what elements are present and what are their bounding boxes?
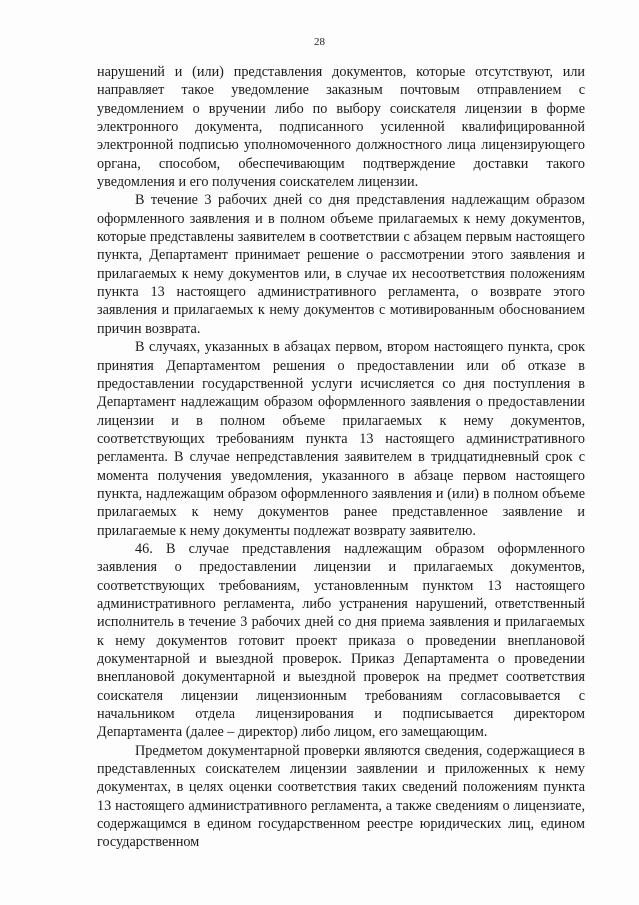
document-body <box>97 63 585 852</box>
page-number: 28 <box>314 36 325 48</box>
paragraph-review-deadline: В течение 3 рабочих дней со дня представления надлежащим образом оформленного заявления и в полном объеме прилагаемых к нему документов, которые представлены заявителем в соответствии с абзацем первым настоящего пункта, Департамент принимает решение о рассмотрении этого заявления и прилагаемых к нему документов или, в случае их несоответствия положениям пункта 13 настоящего административного регламента, о возврате этого заявления и прилагаемых к нему документов с мотивированным обоснованием причин возврата. <box>97 192 585 337</box>
paragraph-item-46: 46. В случае представления надлежащим образом оформленного заявления о предоставлении лицензии и прилагаемых документов, соответствующих требованиям, установленным пунктом 13 настоящего административного регламента, либо устранения нарушений, ответственный исполнитель в течение 3 рабочих дней со дня приема заявления и прилагаемых к нему документов готовит проект приказа о проведении внеплановой документарной и выездной проверок. Приказ Департамента о проведении внеплановой документарной и выездной проверок на предмет соответствия соискателя лицензии лицензионным требованиям согласовывается с начальником отдела лицензирования и подписывается директором Департамента (далее – директор) либо лицом, его замещающим. <box>97 540 585 741</box>
paragraph-continuation: нарушений и (или) представления документов, которые отсутствуют, или направляет такое уведомление заказным почтовым отправлением с уведомлением о вручении либо по выбору соискателя лицензии в форме электронного документа, подписанного усиленной квалифицированной электронной подписью уполномоченного должностного лица лицензирующего органа, способом, обеспечивающим подтверждение доставки такого уведомления и его получения соискателем лицензии. <box>97 64 585 191</box>
paragraph-inspection-subject: Предметом документарной проверки являются сведения, содержащиеся в представленных соискателем лицензии заявлении и приложенных к нему документах, в целях оценки соответствия таких сведений положениям пункта 13 настоящего административного регламента, а также сведениям о лицензиате, содержащимся в едином государственном реестре юридических лиц, едином государственном <box>97 742 585 851</box>
paragraph-decision-term: В случаях, указанных в абзацах первом, втором настоящего пункта, срок принятия Департаментом решения о предоставлении или об отказе в предоставлении государственной услуги исчисляется со дня поступления в Департамент надлежащим образом оформленного заявления о предоставлении лицензии и в полном объеме прилагаемых к нему документов, соответствующих требованиям пункта 13 настоящего административного регламента. В случае непредставления заявителем в тридцатидневный срок с момента получения уведомления, указанного в абзаце первом настоящего пункта, надлежащим образом оформленного заявления и (или) в полном объеме прилагаемых к нему документов ранее представленное заявление и прилагаемые к нему документы подлежат возврату заявителю. <box>97 339 585 539</box>
